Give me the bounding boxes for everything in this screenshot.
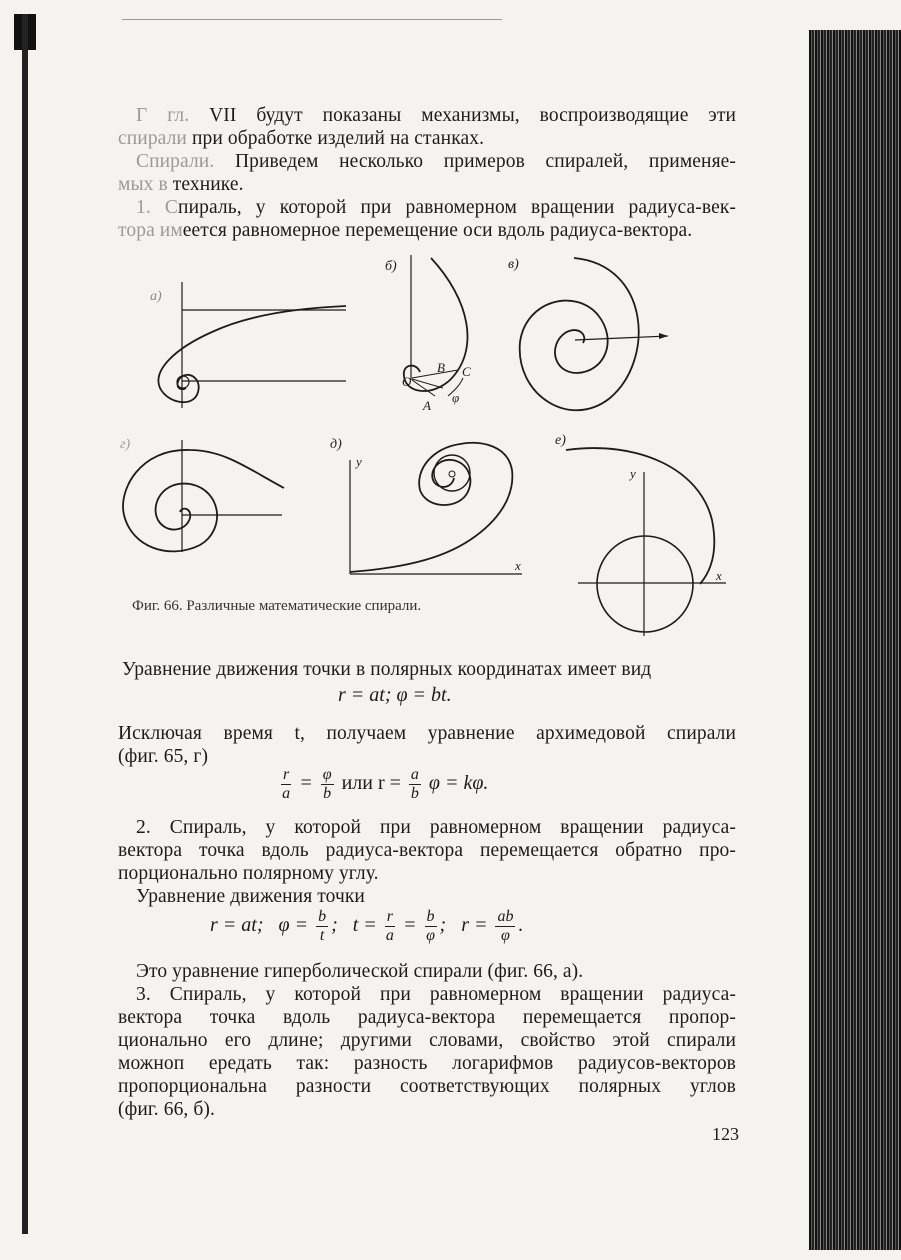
math-text: =: [299, 772, 313, 795]
text-line: Уравнение движения точки: [136, 886, 365, 907]
math-text: или r =: [341, 772, 401, 795]
label-axis-x-d: х: [515, 558, 521, 573]
text-line: 3. Спираль, у которой при равномерном вращении радиуса-: [136, 984, 736, 1005]
label-a: а): [150, 289, 162, 304]
faded-text: Спирали.: [136, 151, 215, 172]
label-axis-y-e: у: [630, 466, 636, 481]
label-axis-x-e: х: [716, 568, 722, 583]
text-line: (фиг. 65, г): [118, 746, 209, 767]
spiral-e-involute: [566, 448, 726, 636]
faded-text: мых в: [118, 174, 168, 195]
label-v: в): [508, 257, 519, 272]
label-point-c: С: [462, 364, 471, 379]
text-line: Исключая время t, получаем уравнение архимедовой спирали: [118, 723, 736, 744]
text-line: Приведем несколько примеров спиралей, применяе-: [214, 151, 736, 172]
text-line: (фиг. 66, б).: [118, 1099, 215, 1120]
text-line: можноп ередать так: разность логарифмов радиусов-векторов: [118, 1053, 736, 1074]
label-point-o: О: [402, 374, 412, 389]
label-point-b: В: [437, 360, 445, 375]
text-line: пропорциональна разности соответствующих полярных углов: [118, 1076, 736, 1097]
paragraph-2: [118, 816, 736, 908]
faded-text: 1. С: [136, 197, 179, 218]
formula-1: r = at; φ = bt.: [338, 684, 452, 706]
spiral-a-hyperbolic: [158, 282, 346, 408]
spiral-v-archimedean: [520, 258, 668, 410]
spiral-b-logarithmic: [404, 255, 468, 396]
text-line: VII будут показаны механизмы, воспроизводящие эти: [189, 105, 736, 126]
formula-2: [278, 766, 488, 803]
spiral-d: [350, 443, 522, 574]
label-point-a: А: [423, 398, 431, 413]
math-text: φ = kφ.: [428, 772, 489, 795]
label-phi: φ: [452, 390, 460, 405]
text-line: пираль, у которой при равномерном вращении радиуса-век-: [178, 197, 736, 218]
formula-3: r = at; φ = $\frac{b}{t}$ ; t = $\frac{r}{a}$ = $\frac{b}{\varphi}$ ; r = $\frac{ab}{\varphi}$ .: [210, 908, 524, 944]
fraction: $\frac{\varphi}{b}$: [322, 766, 332, 802]
fraction: $\frac{a}{b}$: [410, 766, 419, 802]
text-line: порционально полярному углу.: [118, 863, 379, 884]
faded-text: тора им: [118, 220, 183, 241]
faded-text: Г гл.: [136, 105, 190, 126]
spiral-g: [123, 440, 284, 552]
label-g: г): [120, 437, 131, 452]
page-number: 123: [712, 1124, 739, 1144]
text-line: вектора точка вдоль радиуса-вектора перемещается пропор-: [118, 1007, 736, 1028]
equation-intro: [118, 658, 736, 681]
label-d: д): [330, 437, 342, 452]
text-line: 2. Спираль, у которой при равномерном вращении радиуса-: [136, 817, 736, 838]
text-line: еется равномерное перемещение оси вдоль радиуса-вектора.: [182, 220, 693, 241]
label-axis-y-d: у: [356, 454, 362, 469]
label-e: е): [555, 433, 566, 448]
text-line: ционально его длине; другими словами, свойство этой спирали: [118, 1030, 736, 1051]
text-line: вектора точка вдоль радиуса-вектора перемещается обратно про-: [118, 840, 736, 861]
text-line: технике.: [167, 174, 244, 195]
figure-caption: Фиг. 66. Различные математические спирали.: [132, 598, 422, 614]
paragraph-excluding: [118, 722, 736, 768]
paragraph-3: [118, 960, 736, 1121]
fraction: $\frac{r}{a}$: [282, 766, 291, 802]
faded-text: спирали: [118, 128, 187, 149]
text-line: Уравнение движения точки в полярных координатах имеет вид: [122, 659, 652, 680]
text-line: при обработке изделий на станках.: [186, 128, 485, 149]
label-b: б): [385, 259, 397, 274]
text-line: Это уравнение гиперболической спирали (фиг. 66, а).: [136, 961, 584, 982]
